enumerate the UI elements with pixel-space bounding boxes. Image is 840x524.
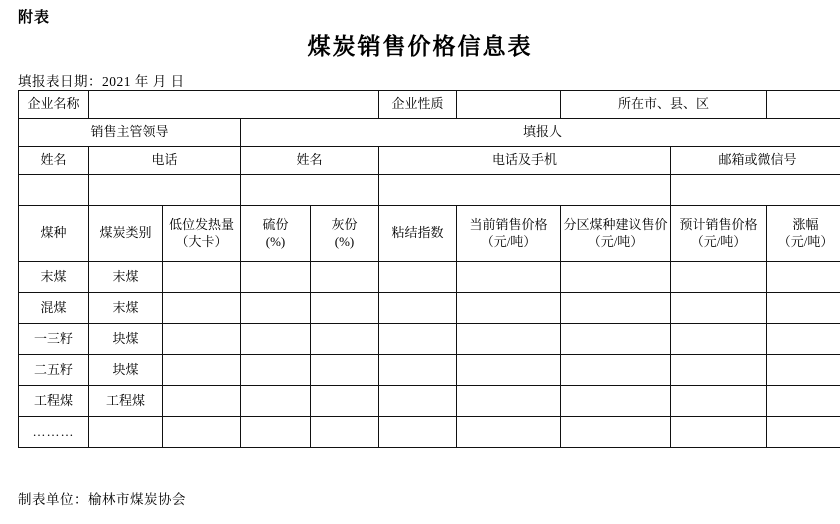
cell-suggested-price[interactable] xyxy=(561,417,671,448)
email-wechat-value[interactable] xyxy=(671,175,840,206)
cell-caking[interactable] xyxy=(379,355,457,386)
company-name-label: 企业名称 xyxy=(19,91,89,119)
cell-heat[interactable] xyxy=(163,324,241,355)
column-header-suggested-price-line1: 分区煤种建议售价 xyxy=(563,217,668,233)
column-header-current-price-line2: （元/吨） xyxy=(480,233,537,249)
cell-expected-price[interactable] xyxy=(671,417,767,448)
company-name-value[interactable] xyxy=(89,91,379,119)
cell-heat[interactable] xyxy=(163,417,241,448)
location-label: 所在市、县、区 xyxy=(561,91,767,119)
column-header-sulfur-line1: 硫份 xyxy=(262,217,289,233)
table-row xyxy=(19,262,840,293)
column-header-coal-type xyxy=(19,206,89,262)
phone-label: 电话 xyxy=(89,147,241,175)
sales-leader-label: 销售主管领导 xyxy=(19,119,241,147)
cell-increase[interactable] xyxy=(767,324,840,355)
cell-suggested-price[interactable] xyxy=(561,386,671,417)
name-label-2: 姓名 xyxy=(241,147,379,175)
cell-coal-type: 工程煤 xyxy=(19,386,89,417)
phone-mobile-label: 电话及手机 xyxy=(379,147,671,175)
column-header-suggested-price-line2: （元/吨） xyxy=(587,233,644,249)
column-header-ash-line1: 灰份 xyxy=(331,217,358,233)
coal-price-table xyxy=(18,90,840,448)
name-label-1: 姓名 xyxy=(19,147,89,175)
cell-expected-price[interactable] xyxy=(671,262,767,293)
column-header-sulfur-line2: (%) xyxy=(265,233,286,249)
cell-current-price[interactable] xyxy=(457,355,561,386)
cell-heat[interactable] xyxy=(163,355,241,386)
cell-current-price[interactable] xyxy=(457,262,561,293)
cell-increase[interactable] xyxy=(767,293,840,324)
table-row-company xyxy=(19,91,840,119)
cell-caking[interactable] xyxy=(379,262,457,293)
cell-suggested-price[interactable] xyxy=(561,262,671,293)
table-row xyxy=(19,293,840,324)
fill-date-line: 填报表日期：2021 年 月 日 xyxy=(18,74,185,89)
column-header-ash xyxy=(311,206,379,262)
column-header-heat-line2: （大卡） xyxy=(175,233,228,249)
column-header-expected-price xyxy=(671,206,767,262)
table-header-row xyxy=(19,206,840,262)
cell-sulfur[interactable] xyxy=(241,293,311,324)
name-value-2[interactable] xyxy=(241,175,379,206)
column-header-caking-line1: 粘结指数 xyxy=(391,225,444,241)
cell-ash[interactable] xyxy=(311,386,379,417)
cell-expected-price[interactable] xyxy=(671,355,767,386)
column-header-ash-line2: (%) xyxy=(334,233,355,249)
cell-ash[interactable] xyxy=(311,262,379,293)
table-row-leader-reporter xyxy=(19,119,840,147)
page-title: 煤炭销售价格信息表 xyxy=(307,34,533,59)
cell-current-price[interactable] xyxy=(457,324,561,355)
cell-coal-category xyxy=(89,417,163,448)
cell-heat[interactable] xyxy=(163,293,241,324)
column-header-suggested-price xyxy=(561,206,671,262)
email-wechat-label: 邮箱或微信号 xyxy=(671,147,840,175)
cell-coal-type: 一三籽 xyxy=(19,324,89,355)
column-header-heat xyxy=(163,206,241,262)
cell-caking[interactable] xyxy=(379,293,457,324)
phone-value[interactable] xyxy=(89,175,241,206)
column-header-expected-price-line1: 预计销售价格 xyxy=(679,217,758,233)
cell-sulfur[interactable] xyxy=(241,262,311,293)
company-nature-label: 企业性质 xyxy=(379,91,457,119)
column-header-increase xyxy=(767,206,840,262)
reporter-label: 填报人 xyxy=(241,119,840,147)
column-header-current-price-line1: 当前销售价格 xyxy=(469,217,548,233)
table-row xyxy=(19,417,840,448)
column-header-expected-price-line2: （元/吨） xyxy=(690,233,747,249)
cell-sulfur[interactable] xyxy=(241,417,311,448)
column-header-caking xyxy=(379,206,457,262)
cell-caking[interactable] xyxy=(379,386,457,417)
phone-mobile-value[interactable] xyxy=(379,175,671,206)
cell-ash[interactable] xyxy=(311,355,379,386)
column-header-coal-category xyxy=(89,206,163,262)
cell-coal-type: 混煤 xyxy=(19,293,89,324)
cell-ash[interactable] xyxy=(311,293,379,324)
company-nature-value[interactable] xyxy=(457,91,561,119)
cell-coal-type: 二五籽 xyxy=(19,355,89,386)
cell-suggested-price[interactable] xyxy=(561,293,671,324)
cell-coal-category: 块煤 xyxy=(89,355,163,386)
table-row-contact-labels xyxy=(19,147,840,175)
table-row xyxy=(19,355,840,386)
cell-caking[interactable] xyxy=(379,324,457,355)
cell-expected-price[interactable] xyxy=(671,293,767,324)
column-header-sulfur xyxy=(241,206,311,262)
column-header-increase-line2: （元/吨） xyxy=(777,233,834,249)
cell-sulfur[interactable] xyxy=(241,386,311,417)
cell-increase[interactable] xyxy=(767,417,840,448)
cell-current-price[interactable] xyxy=(457,417,561,448)
cell-current-price[interactable] xyxy=(457,293,561,324)
column-header-current-price xyxy=(457,206,561,262)
cell-increase[interactable] xyxy=(767,262,840,293)
column-header-coal-category-line1: 煤炭类别 xyxy=(99,225,152,241)
cell-sulfur[interactable] xyxy=(241,355,311,386)
cell-coal-category: 末煤 xyxy=(89,262,163,293)
table-row xyxy=(19,386,840,417)
table-row xyxy=(19,324,840,355)
cell-coal-type: ……… xyxy=(19,417,89,448)
cell-suggested-price[interactable] xyxy=(561,324,671,355)
column-header-coal-type-line1: 煤种 xyxy=(40,225,67,241)
cell-sulfur[interactable] xyxy=(241,324,311,355)
cell-ash[interactable] xyxy=(311,417,379,448)
cell-increase[interactable] xyxy=(767,355,840,386)
cell-suggested-price[interactable] xyxy=(561,355,671,386)
cell-expected-price[interactable] xyxy=(671,324,767,355)
attachment-label: 附表 xyxy=(18,10,51,26)
column-header-increase-line1: 涨幅 xyxy=(792,217,819,233)
cell-increase[interactable] xyxy=(767,386,840,417)
table-row-contact-values xyxy=(19,175,840,206)
cell-coal-category: 块煤 xyxy=(89,324,163,355)
cell-current-price[interactable] xyxy=(457,386,561,417)
cell-ash[interactable] xyxy=(311,324,379,355)
cell-coal-type: 末煤 xyxy=(19,262,89,293)
footer-note: 制表单位：榆林市煤炭协会 xyxy=(18,492,186,507)
column-header-heat-line1: 低位发热量 xyxy=(168,217,234,233)
location-value[interactable] xyxy=(767,91,840,119)
cell-coal-category: 末煤 xyxy=(89,293,163,324)
cell-heat[interactable] xyxy=(163,386,241,417)
name-value-1[interactable] xyxy=(19,175,89,206)
cell-caking[interactable] xyxy=(379,417,457,448)
cell-expected-price[interactable] xyxy=(671,386,767,417)
cell-heat[interactable] xyxy=(163,262,241,293)
cell-coal-category: 工程煤 xyxy=(89,386,163,417)
